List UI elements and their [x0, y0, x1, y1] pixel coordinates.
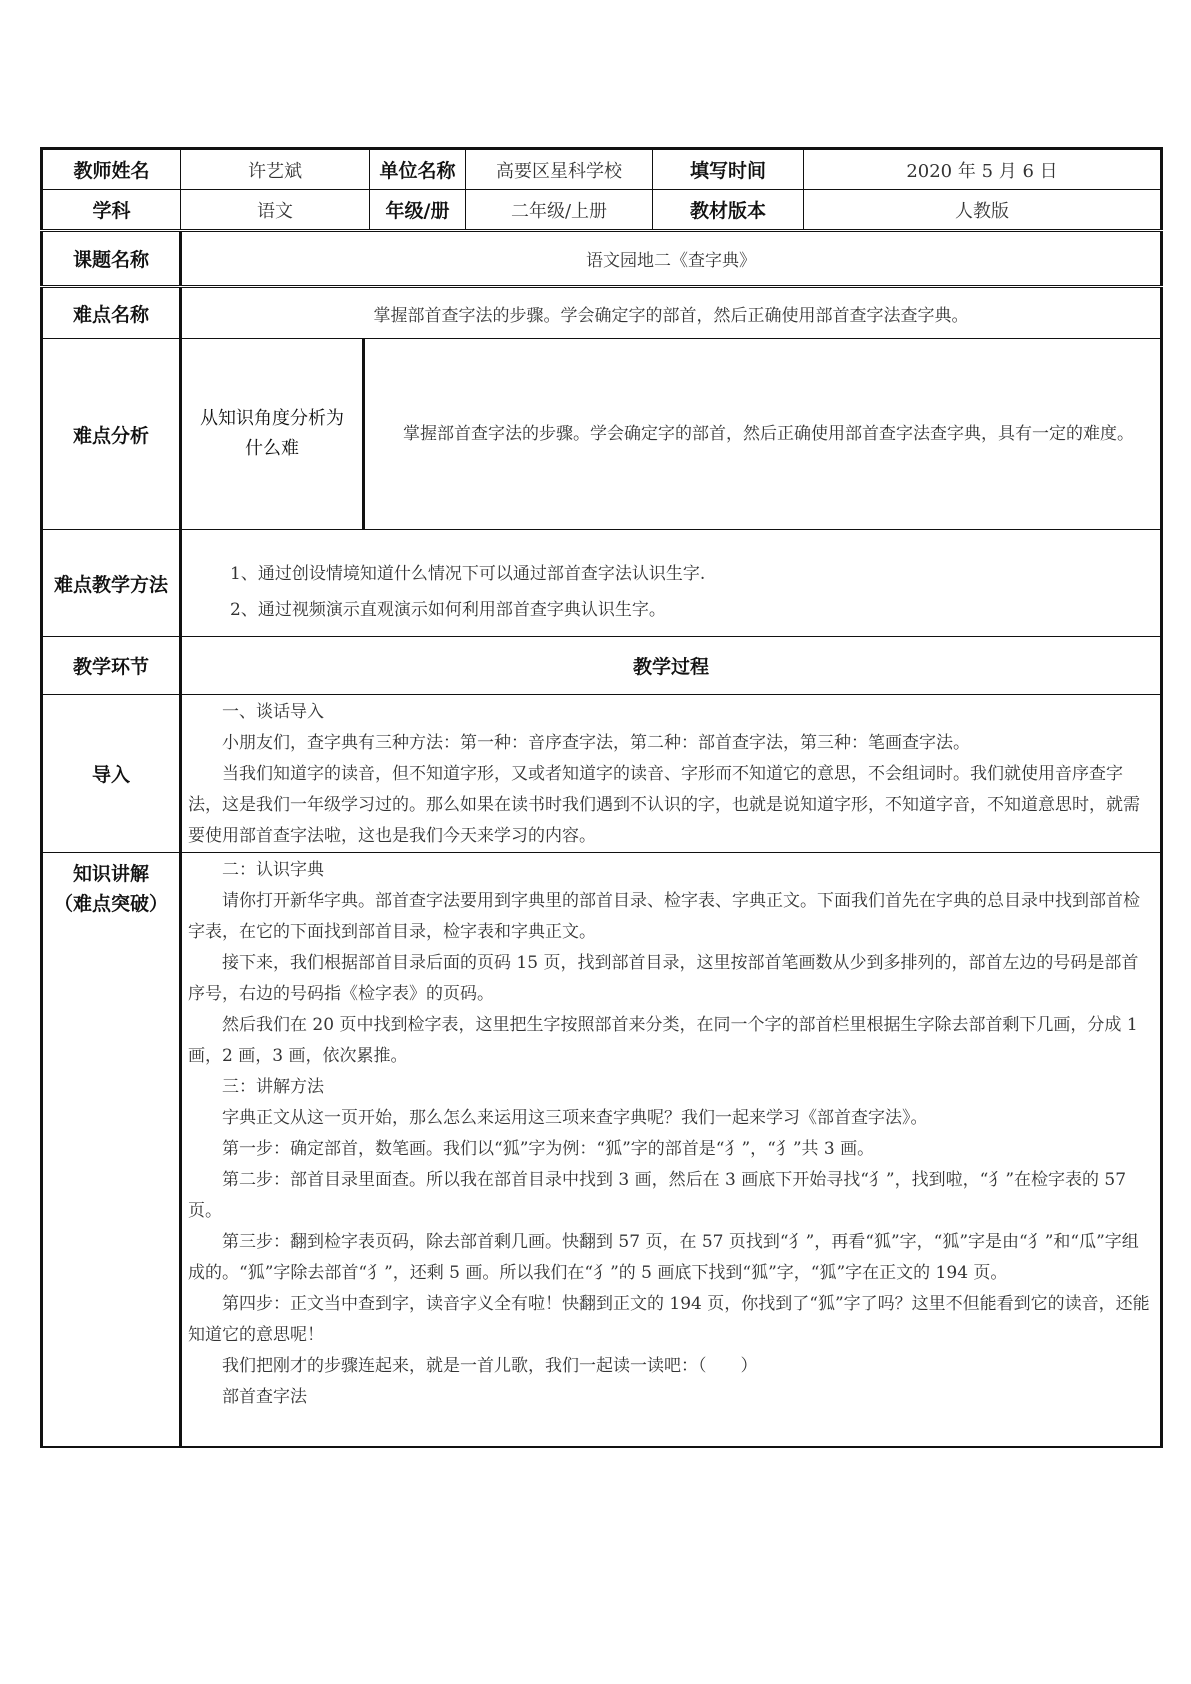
teacher-name-value: 许艺斌 — [181, 149, 370, 190]
difficulty-value: 掌握部首查字法的步骤。学会确定字的部首，然后正确使用部首查字法查字典。 — [181, 287, 1162, 339]
knowledge-paragraph: 然后我们在 20 页中找到检字表，这里把生字按照部首来分类，在同一个字的部首栏里根据生字除去部首剩下几画，分成 1 画，2 画，3 画，依次累推。 — [188, 1015, 1138, 1066]
unit-name-value: 高要区星科学校 — [466, 149, 653, 190]
info-row-2 — [42, 190, 1162, 231]
knowledge-paragraph: 请你打开新华字典。部首查字法要用到字典里的部首目录、检字表、字典正文。下面我们首先在字典的总目录中找到部首检字表，在它的下面找到部首目录，检字表和字典正文。 — [188, 891, 1140, 942]
analysis-row — [42, 339, 1162, 530]
grade-value: 二年级/上册 — [466, 190, 653, 231]
knowledge-heading-1: 二：认识字典 — [222, 860, 324, 880]
analysis-sub-label-cell — [181, 339, 364, 530]
method-step-2: 第二步：部首目录里面查。所以我在部首目录中找到 3 画，然后在 3 画底下开始寻找“犭”，找到啦，“犭”在检字表的 57 页。 — [188, 1170, 1127, 1221]
song-title: 部首查字法 — [222, 1387, 307, 1407]
methods-label: 难点教学方法 — [42, 530, 181, 637]
knowledge-label-cell — [42, 853, 181, 1447]
intro-cell — [181, 695, 1162, 853]
intro-paragraph-1: 小朋友们，查字典有三种方法：第一种：音序查字法，第二种：部首查字法，第三种：笔画查字法。 — [222, 733, 970, 753]
knowledge-cell — [181, 853, 1162, 1447]
fill-date-label: 填写时间 — [653, 149, 804, 190]
lesson-plan-table — [40, 147, 1163, 1448]
teacher-name-label: 教师姓名 — [42, 149, 181, 190]
difficulty-row — [42, 287, 1162, 339]
edition-value: 人教版 — [804, 190, 1162, 231]
intro-row — [42, 695, 1162, 853]
methods-cell — [181, 530, 1162, 637]
method-item-2: 2、通过视频演示直观演示如何利用部首查字典认识生字。 — [230, 600, 666, 620]
fill-date-value: 2020 年 5 月 6 日 — [804, 149, 1162, 190]
method-step-3: 第三步：翻到检字表页码，除去部首剩几画。快翻到 57 页，在 57 页找到“犭”，再看“狐”字，“狐”字是由“犭”和“瓜”字组成的。“狐”字除去部首“犭”，还剩 5 画。所以我们在“犭”的 5 画底下找到“狐”字，“狐”字在正文的 194 页。 — [188, 1232, 1139, 1283]
method-item-1: 1、通过创设情境知道什么情况下可以通过部首查字法认识生字. — [230, 564, 706, 584]
unit-name-label: 单位名称 — [370, 149, 466, 190]
intro-heading: 一、谈话导入 — [222, 702, 324, 722]
lesson-plan-page — [40, 147, 1160, 1448]
analysis-text-cell — [364, 339, 1162, 530]
method-step-1: 第一步：确定部首，数笔画。我们以“狐”字为例：“狐”字的部首是“犭”，“犭”共 3 画。 — [222, 1139, 875, 1159]
method-paragraph: 字典正文从这一页开始，那么怎么来运用这三项来查字典呢？我们一起来学习《部首查字法》。 — [222, 1108, 928, 1128]
song-intro: 我们把刚才的步骤连起来，就是一首儿歌，我们一起读一读吧：（ ） — [222, 1356, 758, 1376]
analysis-text: 掌握部首查字法的步骤。学会确定字的部首，然后正确使用部首查字法查字典，具有一定的难度。 — [403, 424, 1134, 444]
knowledge-row — [42, 853, 1162, 1447]
topic-value: 语文园地二《查字典》 — [181, 231, 1162, 287]
knowledge-paragraph: 接下来，我们根据部首目录后面的页码 15 页，找到部首目录，这里按部首笔画数从少到多排列的，部首左边的号码是部首序号，右边的号码指《检字表》的页码。 — [188, 953, 1139, 1004]
subject-label: 学科 — [42, 190, 181, 231]
topic-label: 课题名称 — [42, 231, 181, 287]
analysis-label: 难点分析 — [42, 339, 181, 530]
process-header-row — [42, 637, 1162, 695]
stage-header-label: 教学环节 — [42, 637, 181, 695]
info-row-1 — [42, 149, 1162, 190]
topic-row — [42, 231, 1162, 287]
intro-label: 导入 — [42, 695, 181, 853]
knowledge-label-line1: 知识讲解 — [72, 863, 149, 885]
edition-label: 教材版本 — [653, 190, 804, 231]
grade-label: 年级/册 — [370, 190, 466, 231]
process-header-label: 教学过程 — [181, 637, 1162, 695]
analysis-sub-label: 从知识角度分析为什么难 — [200, 408, 344, 459]
difficulty-label: 难点名称 — [42, 287, 181, 339]
method-step-4: 第四步：正文当中查到字，读音字义全有啦！快翻到正文的 194 页，你找到了“狐”字了吗？这里不但能看到它的读音，还能知道它的意思呢！ — [188, 1294, 1150, 1345]
subject-value: 语文 — [181, 190, 370, 231]
methods-row — [42, 530, 1162, 637]
knowledge-heading-2: 三：讲解方法 — [222, 1077, 324, 1097]
knowledge-label-line2: （难点突破） — [53, 893, 168, 915]
intro-paragraph-2: 当我们知道字的读音，但不知道字形，又或者知道字的读音、字形而不知道它的意思，不会组词时。我们就使用音序查字法，这是我们一年级学习过的。那么如果在读书时我们遇到不认识的字，也就是说知道字形，不知道字音，不知道意思时，就需要使用部首查字法啦，这也是我们今天来学习的内容。 — [188, 764, 1140, 846]
